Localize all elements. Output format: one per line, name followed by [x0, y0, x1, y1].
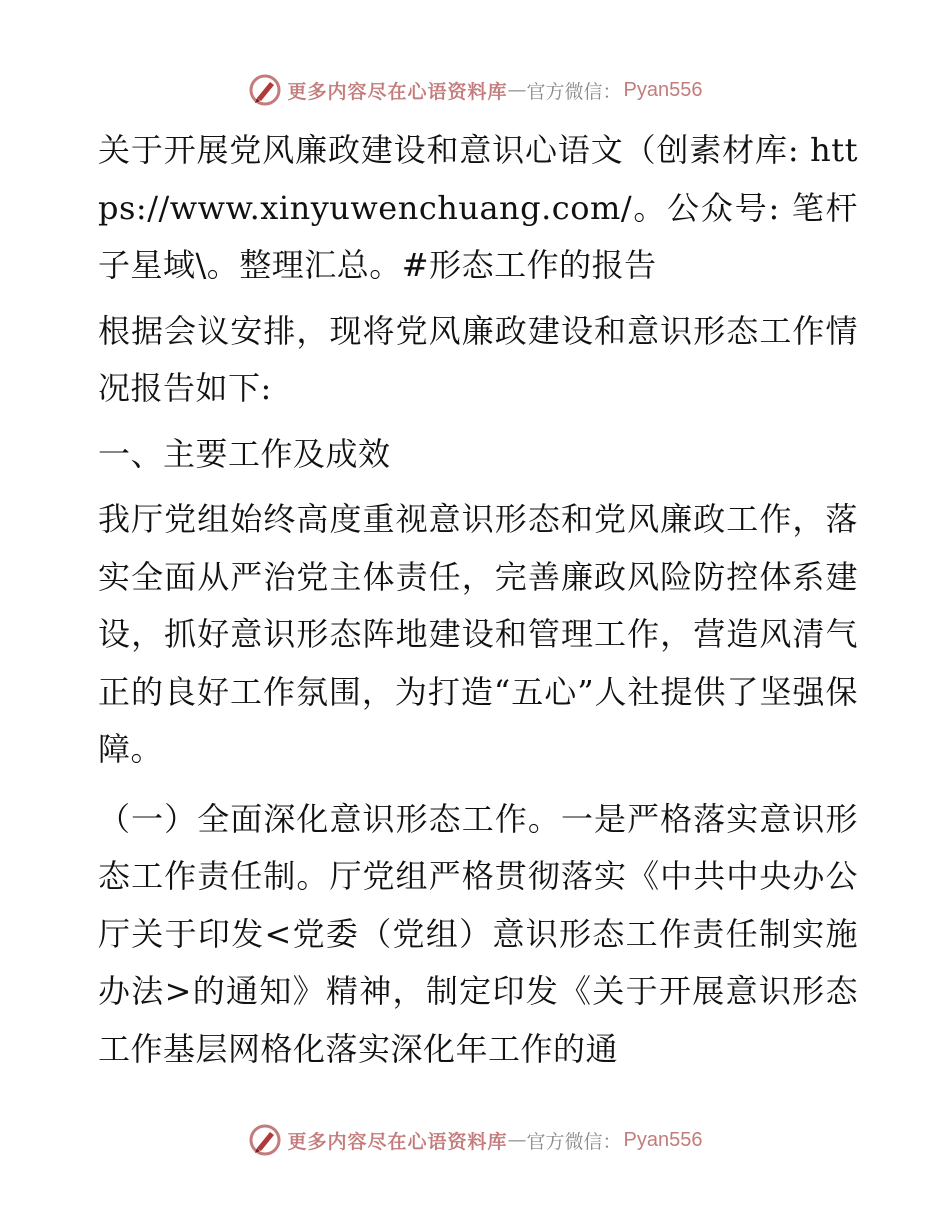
- pen-logo-icon: [248, 1123, 282, 1157]
- watermark-brand: 更多内容尽在心语资料库: [287, 1130, 508, 1153]
- document-body: [98, 122, 858, 1078]
- watermark-brand: 更多内容尽在心语资料库: [287, 80, 508, 103]
- section-heading: 一、主要工作及成效: [98, 434, 391, 473]
- pen-logo-icon: [248, 73, 282, 107]
- doc-intro-paragraph: 根据会议安排，现将党风廉政建设和意识形态工作情况报告如下:: [98, 311, 858, 407]
- watermark-label: 官方微信：: [526, 80, 622, 103]
- watermark-wechat-id: Pyan556: [623, 1128, 703, 1151]
- watermark-separator: —: [507, 79, 527, 101]
- doc-title-paragraph: 关于开展党风廉政建设和意识心语文（创素材库: https://www.xinyuwenchuang.com/。公众号: 笔杆子星域\。整理汇总。#形态工作的报告: [98, 131, 858, 284]
- watermark-wechat-id: Pyan556: [623, 78, 703, 101]
- doc-paragraph: 我厅党组始终高度重视意识形态和党风廉政工作，落实全面从严治党主体责任，完善廉政风险防控体系建设，抓好意识形态阵地建设和管理工作，营造风清气正的良好工作氛围，为打造“五心”人社提供了坚强保障。: [98, 500, 858, 768]
- footer-watermark: [0, 1120, 950, 1160]
- header-watermark: [0, 70, 950, 110]
- watermark-label: 官方微信：: [526, 1130, 622, 1153]
- watermark-separator: —: [507, 1129, 527, 1151]
- doc-paragraph: （一）全面深化意识形态工作。一是严格落实意识形态工作责任制。厅党组严格贯彻落实《中共中央办公厅关于印发<党委（党组）意识形态工作责任制实施办法>的通知》精神，制定印发《关于开展意识形态工作基层网格化落实深化年工作的通: [98, 799, 858, 1068]
